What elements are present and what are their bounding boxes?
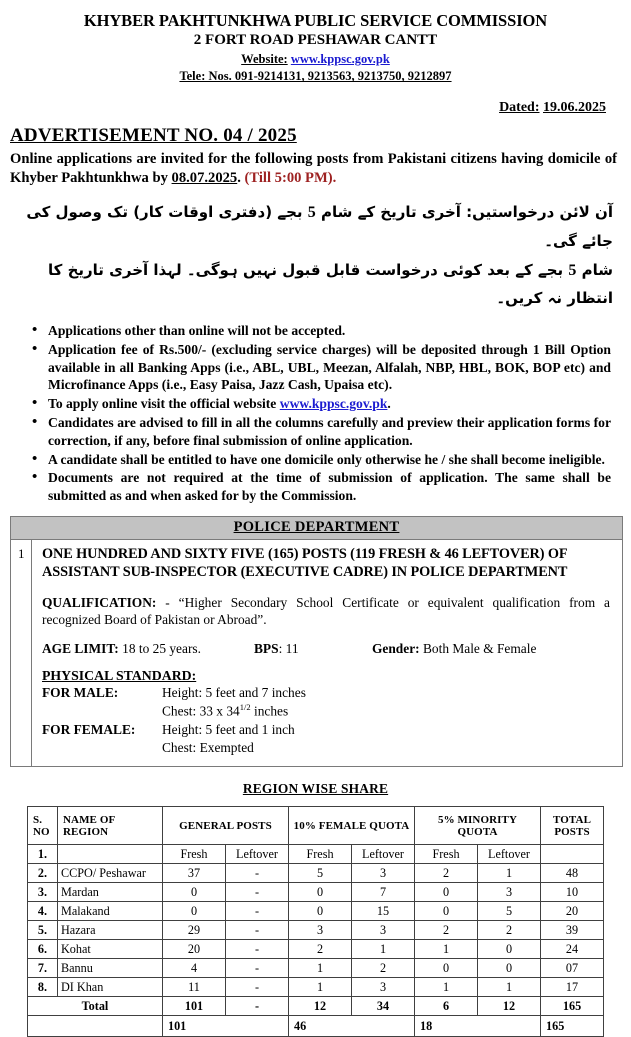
total-general-leftover: - (225, 997, 288, 1016)
post-serial-number: 1 (11, 540, 32, 766)
row-general-leftover: - (225, 902, 288, 921)
row-sno: 5. (27, 921, 57, 940)
post-body (32, 540, 622, 766)
row-general-fresh: 11 (162, 978, 225, 997)
age-limit-segment (42, 641, 254, 657)
urdu-line2-a: شام (576, 260, 613, 279)
grand-total-posts: 165 (541, 1016, 604, 1037)
female-chest-value: Chest: Exempted (162, 739, 254, 755)
row-female-leftover: 15 (352, 902, 415, 921)
bps-value: : 11 (278, 641, 299, 657)
row-minority-fresh: 0 (415, 959, 478, 978)
female-chest-spacer (42, 739, 162, 757)
age-limit-value: 18 to 25 years. (122, 641, 201, 657)
physical-male-height-row (42, 684, 612, 702)
urdu-line1-a: آن لائن درخواستیں: آخری تاریخ کے شام (315, 203, 613, 222)
subheader-sno: 1. (27, 845, 57, 864)
region-wise-share-title: REGION WISE SHARE (242, 781, 389, 796)
urdu-line2-number: 5 (568, 261, 577, 279)
apply-online-website-link[interactable]: www.kppsc.gov.pk (279, 396, 388, 412)
row-female-leftover: 3 (352, 864, 415, 883)
row-region-name: Malakand (57, 902, 162, 921)
subheader-general-fresh: Fresh (162, 845, 225, 864)
row-general-leftover: - (225, 921, 288, 940)
row-minority-leftover: 0 (478, 940, 541, 959)
age-bps-gender-row (42, 641, 612, 657)
row-total: 39 (541, 921, 604, 940)
column-header-general-posts: GENERAL POSTS (162, 807, 288, 845)
subheader-name (57, 845, 162, 864)
row-sno: 2. (27, 864, 57, 883)
organization-address: 2 FORT ROAD PESHAWAR CANTT (193, 32, 438, 49)
row-region-name: DI Khan (57, 978, 162, 997)
male-chest-value (162, 702, 612, 721)
row-total: 48 (541, 864, 604, 883)
subheader-minority-fresh: Fresh (415, 845, 478, 864)
row-female-leftover: 3 (352, 978, 415, 997)
row-minority-leftover: 1 (478, 978, 541, 997)
subheader-minority-leftover: Leftover (478, 845, 541, 864)
physical-female-chest-row (42, 739, 612, 757)
row-female-fresh: 5 (289, 864, 352, 883)
post-title: ONE HUNDRED AND SIXTY FIVE (165) POSTS (119 FRESH & 46 LEFTOVER) OF ASSISTANT SUB-INSPECTOR (EXECUTIVE CADRE) IN POLICE DEPARTMENT (42, 546, 568, 580)
list-item: • Application fee of Rs.500/- (excluding service charges) will be deposited through 1 Bill Option available in all Banking Apps (i.e., ABL, UBL, Meezan, Alfalah, NBP, HBL, BOK, BOP etc) and Microfinance Apps (i.e., Easy Paisa, Jazz Cash, Upaisa etc). (48, 341, 621, 394)
urdu-line-2 (16, 256, 613, 313)
row-minority-leftover: 5 (478, 902, 541, 921)
advertisement-number: ADVERTISEMENT NO. 04 / 2025 (10, 125, 297, 147)
urdu-line2-b: بجے کے بعد کوئی درخواست قابل قبول نہیں ہوگی۔ لہذا آخری تاریخ کا انتظار نہ کریں۔ (48, 260, 613, 308)
male-chest-fraction: 1/2 (239, 702, 251, 713)
row-minority-fresh: 1 (415, 978, 478, 997)
grand-label (27, 1016, 162, 1037)
row-female-leftover: 7 (352, 883, 415, 902)
row-female-fresh: 1 (289, 978, 352, 997)
post-details-box (10, 516, 623, 767)
grand-general-total: 101 (162, 1016, 288, 1037)
row-female-fresh: 2 (289, 940, 352, 959)
column-header-minority-quota: 5% MINORITY QUOTA (415, 807, 541, 845)
row-female-fresh: 0 (289, 902, 352, 921)
row-female-fresh: 0 (289, 883, 352, 902)
urdu-line-1 (16, 198, 613, 255)
total-minority-leftover: 12 (478, 997, 541, 1016)
advertisement-intro (10, 150, 621, 188)
telephone-numbers: Tele: Nos. 091-9214131, 9213563, 9213750, 9212897 (179, 69, 452, 84)
list-item: • Candidates are advised to fill in all the columns carefully and preview their application forms for correction, if any, before final submission of online application. (48, 414, 621, 450)
subheader-female-leftover: Leftover (352, 845, 415, 864)
dated-value: 19.06.2025 (543, 100, 606, 116)
row-region-name: CCPO/ Peshawar (57, 864, 162, 883)
subheader-total (541, 845, 604, 864)
qualification-row (42, 594, 612, 629)
total-minority-fresh: 6 (415, 997, 478, 1016)
table-row (27, 883, 603, 902)
row-minority-leftover: 0 (478, 959, 541, 978)
list-item (48, 395, 621, 413)
gender-label: Gender: (372, 641, 420, 657)
table-row (27, 959, 603, 978)
table-row (27, 864, 603, 883)
table-grand-total-row (27, 1016, 603, 1037)
row-minority-leftover: 1 (478, 864, 541, 883)
row-minority-leftover: 2 (478, 921, 541, 940)
bps-segment (254, 641, 372, 657)
urdu-line1-b: بجے (دفتری اوقات کار) تک وصول کی جائے گی۔ (26, 203, 613, 250)
age-limit-label: AGE LIMIT: (42, 641, 119, 657)
row-female-leftover: 1 (352, 940, 415, 959)
row-total: 20 (541, 902, 604, 921)
instructions-list (10, 322, 621, 505)
total-female-leftover: 34 (352, 997, 415, 1016)
row-total: 10 (541, 883, 604, 902)
row-sno: 8. (27, 978, 57, 997)
gender-value: Both Male & Female (422, 641, 537, 657)
row-region-name: Bannu (57, 959, 162, 978)
row-female-fresh: 3 (289, 921, 352, 940)
table-row (27, 902, 603, 921)
table-subheader-row (27, 845, 603, 864)
physical-standard-label: PHYSICAL STANDARD: (42, 668, 197, 684)
grand-minority-total: 18 (415, 1016, 541, 1037)
deadline-time-note: (Till 5:00 PM). (244, 170, 337, 187)
dated-row (10, 100, 621, 116)
table-row (27, 978, 603, 997)
website-label: Website: (241, 52, 288, 67)
table-row (27, 921, 603, 940)
row-general-leftover: - (225, 940, 288, 959)
advertisement-document (0, 11, 631, 1035)
urdu-line1-number: 5 (307, 204, 316, 222)
table-row (27, 940, 603, 959)
column-header-total-posts: TOTAL POSTS (541, 807, 604, 845)
female-height-value: Height: 5 feet and 1 inch (162, 721, 295, 737)
row-female-leftover: 3 (352, 921, 415, 940)
subheader-female-fresh: Fresh (289, 845, 352, 864)
male-chest-spacer (42, 702, 162, 721)
total-label: Total (27, 997, 162, 1016)
post-row (11, 540, 622, 766)
row-general-leftover: - (225, 864, 288, 883)
row-sno: 3. (27, 883, 57, 902)
physical-male-chest-row (42, 702, 612, 721)
gender-segment (372, 641, 536, 657)
row-female-fresh: 1 (289, 959, 352, 978)
list-item: • Documents are not required at the time of submission of application. The same shall be submitted as and when asked for by the Commission. (48, 469, 621, 505)
row-sno: 7. (27, 959, 57, 978)
organization-title: KHYBER PAKHTUNKHWA PUBLIC SERVICE COMMISSION (83, 11, 548, 30)
row-general-fresh: 0 (162, 883, 225, 902)
column-header-female-quota: 10% FEMALE QUOTA (289, 807, 415, 845)
region-wise-share-table (27, 806, 604, 1037)
row-total: 17 (541, 978, 604, 997)
row-general-fresh: 20 (162, 940, 225, 959)
total-female-fresh: 12 (289, 997, 352, 1016)
row-general-fresh: 4 (162, 959, 225, 978)
application-deadline-date: 08.07.2025 (171, 170, 238, 187)
column-header-region-name: NAME OF REGION (57, 807, 162, 845)
grand-female-total: 46 (289, 1016, 415, 1037)
list-item: • A candidate shall be entitled to have one domicile only otherwise he / she shall become ineligible. (48, 451, 621, 469)
row-general-fresh: 29 (162, 921, 225, 940)
male-label: FOR MALE: (42, 685, 119, 701)
intro-text-part2: . (237, 170, 245, 187)
intro-text-part1: Online applications are invited for the following posts from Pakistani citizens having domicile of Khyber Pakhtunkhwa by (10, 151, 617, 187)
row-general-leftover: - (225, 978, 288, 997)
department-heading: POLICE DEPARTMENT (11, 517, 622, 540)
column-header-sno: S. NO (27, 807, 57, 845)
apply-online-suffix: . (387, 396, 391, 412)
row-region-name: Hazara (57, 921, 162, 940)
website-line (10, 52, 621, 67)
row-minority-leftover: 3 (478, 883, 541, 902)
table-total-row (27, 997, 603, 1016)
row-minority-fresh: 2 (415, 921, 478, 940)
apply-online-prefix: To apply online visit the official website (48, 396, 280, 412)
row-minority-fresh: 0 (415, 883, 478, 902)
row-total: 24 (541, 940, 604, 959)
list-item: • Applications other than online will not be accepted. (48, 322, 621, 340)
female-label: FOR FEMALE: (42, 721, 136, 737)
row-sno: 6. (27, 940, 57, 959)
male-chest-suffix: inches (250, 703, 289, 719)
subheader-general-leftover: Leftover (225, 845, 288, 864)
row-total: 07 (541, 959, 604, 978)
row-general-fresh: 37 (162, 864, 225, 883)
bps-label: BPS (254, 641, 279, 657)
row-minority-fresh: 2 (415, 864, 478, 883)
row-female-leftover: 2 (352, 959, 415, 978)
table-header-row (27, 807, 603, 845)
urdu-notice (10, 198, 621, 313)
row-sno: 4. (27, 902, 57, 921)
row-region-name: Kohat (57, 940, 162, 959)
qualification-label: QUALIFICATION: (42, 594, 157, 610)
male-chest-prefix: Chest: 33 x 34 (162, 703, 240, 719)
male-height-value: Height: 5 feet and 7 inches (162, 685, 306, 701)
row-general-fresh: 0 (162, 902, 225, 921)
row-general-leftover: - (225, 883, 288, 902)
website-link[interactable]: www.kppsc.gov.pk (290, 52, 390, 67)
row-region-name: Mardan (57, 883, 162, 902)
total-general-fresh: 101 (162, 997, 225, 1016)
total-posts: 165 (541, 997, 604, 1016)
row-general-leftover: - (225, 959, 288, 978)
dated-label: Dated: (499, 100, 540, 116)
physical-female-height-row (42, 721, 612, 739)
row-minority-fresh: 0 (415, 902, 478, 921)
row-minority-fresh: 1 (415, 940, 478, 959)
qualification-text: - “Higher Secondary School Certificate or equivalent qualification from a recognized Board of Pakistan or Abroad”. (42, 594, 610, 628)
